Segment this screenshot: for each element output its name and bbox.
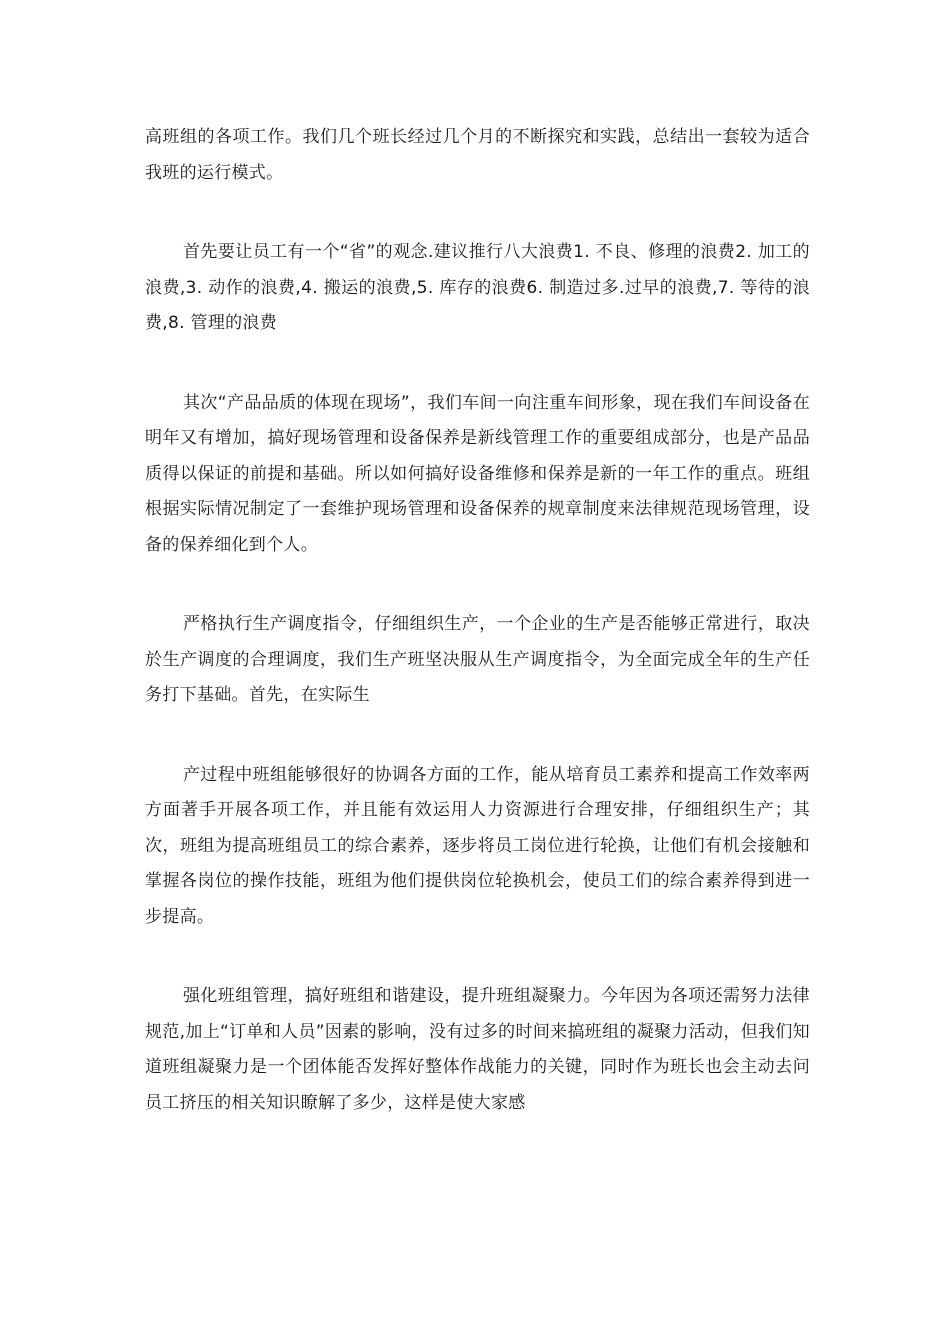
paragraph-gap xyxy=(145,191,810,235)
paragraph-gap xyxy=(145,714,810,758)
paragraph-coordination: 产过程中班组能够很好的协调各方面的工作，能从培育员工素养和提高工作效率两方面著手开展各项工作，并且能有效运用人力资源进行合理安排，仔细组织生产；其次，班组为提高班组员工的综合素养，逐步将员工岗位进行轮换，让他们有机会接触和掌握各岗位的操作技能，班组为他们提供岗位轮换机会，使员工们的综合素养得到进一步提高。 xyxy=(145,764,810,927)
paragraph-team-management: 强化班组管理，搞好班组和谐建设，提升班组凝聚力。今年因为各项还需努力法律规范,加上“订单和人员”因素的影响，没有过多的时间来搞班组的凝聚力活动，但我们知道班组凝聚力是一个团体能否发挥好整体作战能力的关键，同时作为班长也会主动去问员工挤压的相关知识瞭解了多少，这样是使大家感 xyxy=(145,986,810,1113)
paragraph-waste: 首先要让员工有一个“省”的观念.建议推行八大浪费1. 不良、修理的浪费2. 加工的浪费,3. 动作的浪费,4. 搬运的浪费,5. 库存的浪费6. 制造过多.过早的浪费,7. 等待的浪费,8. 管理的浪费 xyxy=(145,242,810,333)
paragraph-scheduling: 严格执行生产调度指令，仔细组织生产，一个企业的生产是否能够正常进行，取决於生产调度的合理调度，我们生产班坚决服从生产调度指令，为全面完成全年的生产任务打下基础。首先，在实际生 xyxy=(145,614,810,705)
paragraph-gap xyxy=(145,563,810,607)
paragraph-quality: 其次“产品品质的体现在现场”，我们车间一向注重车间形象，现在我们车间设备在明年又有增加，搞好现场管理和设备保养是新线管理工作的重要组成部分，也是产品品质得以保证的前提和基础。所以如何搞好设备维修和保养是新的一年工作的重点。班组根据实际情况制定了一套维护现场管理和设备保养的规章制度来法律规范现场管理，设备的保养细化到个人。 xyxy=(145,392,810,555)
paragraph-gap xyxy=(145,935,810,979)
paragraph-continuation: 高班组的各项工作。我们几个班长经过几个月的不断探究和实践，总结出一套较为适合我班的运行模式。 xyxy=(145,127,810,183)
document-body xyxy=(145,120,810,1121)
paragraph-gap xyxy=(145,342,810,386)
